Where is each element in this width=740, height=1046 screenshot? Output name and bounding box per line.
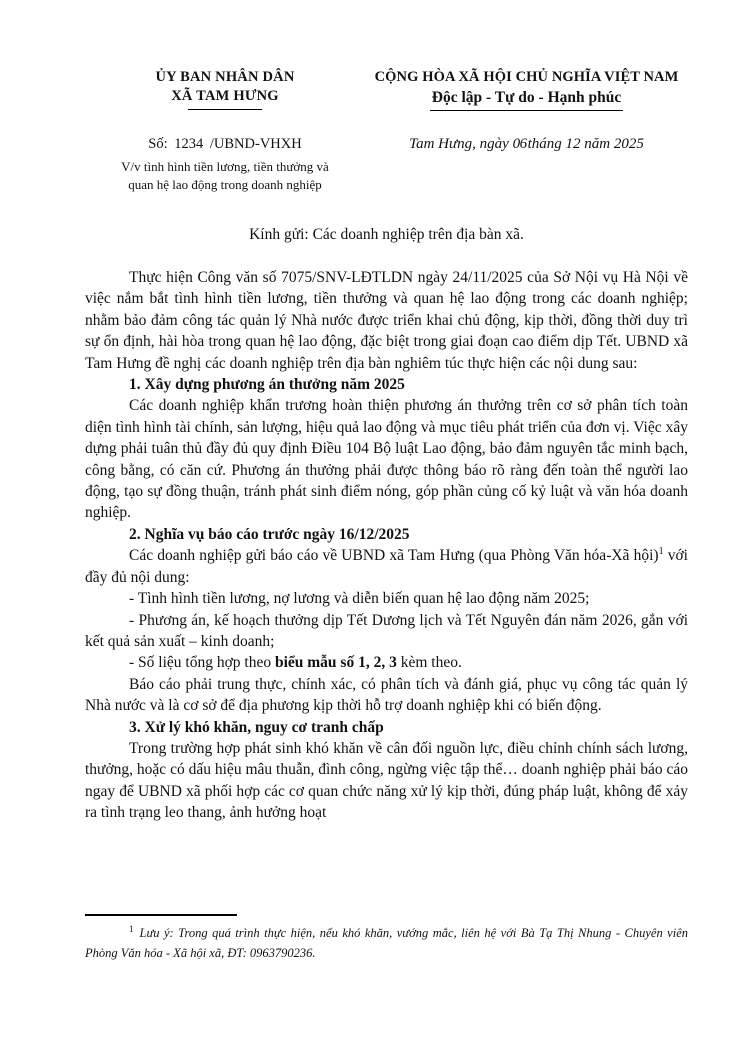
place-date-line bbox=[365, 136, 688, 153]
report-item-2: - Phương án, kế hoạch thưởng dịp Tết Dương lịch và Tết Nguyên đán năm 2026, gắn với kết quả sản xuất – kinh doanh; bbox=[85, 611, 688, 650]
document-number-label: Số: bbox=[148, 136, 168, 152]
salutation-line: Kính gửi: Các doanh nghiệp trên địa bàn xã. bbox=[249, 226, 524, 243]
section-2-heading: 2. Nghĩa vụ báo cáo trước ngày 16/12/2025 bbox=[129, 525, 410, 543]
section-3-heading: 3. Xử lý khó khăn, nguy cơ tranh chấp bbox=[129, 718, 384, 736]
national-title: CỘNG HÒA XÃ HỘI CHỦ NGHĨA VIỆT NAM bbox=[374, 69, 679, 85]
footnote-marker: 1 bbox=[129, 924, 134, 934]
footnote-text bbox=[85, 920, 688, 963]
org-name-underline bbox=[188, 109, 262, 110]
national-motto-wrap bbox=[365, 88, 688, 111]
report-quality-paragraph: Báo cáo phải trung thực, chính xác, có phân tích và đánh giá, phục vụ công tác quản lý Nhà nước và là cơ sở để địa phương kịp thời hỗ trợ doanh nghiệp khi có biến động. bbox=[85, 675, 688, 715]
report-item-3-suffix: kèm theo. bbox=[396, 654, 462, 672]
report-item-1: - Tình hình tiền lương, nợ lương và diễn biến quan hệ lao động năm 2025; bbox=[129, 590, 590, 608]
document-number-code: /UBND-VHXH bbox=[209, 136, 302, 152]
document-body bbox=[85, 267, 688, 824]
section-1-paragraph: Các doanh nghiệp khẩn trương hoàn thiện phương án thưởng trên cơ sở phân tích toàn diện tình hình tài chính, sản lượng, hiệu quả lao động và mục tiêu phát triển của đơn vị. Việc xây dựng phải tuân thủ đầy đủ quy định Điều 104 Bộ luật Lao động, bảo đảm nguyên tắc minh bạch, công bằng, có căn cứ. Phương án thưởng phải được thông báo rõ ràng đến toàn thể người lao động, tạo sự đồng thuận, tránh phát sinh điểm nóng, góp phần củng cố kỷ luật và văn hóa doanh nghiệp. bbox=[85, 397, 688, 522]
issuing-authority-block bbox=[85, 68, 365, 193]
footnote-separator-rule bbox=[85, 914, 237, 916]
section-2-paragraph-text: Các doanh nghiệp gửi báo cáo về UBND xã Tam Hưng (qua Phòng Văn hóa-Xã hội) bbox=[129, 547, 659, 565]
section-2-paragraph-tail: với đầy đủ nội dung: bbox=[85, 547, 688, 586]
report-item-3-prefix: - Số liệu tổng hợp theo bbox=[129, 654, 275, 672]
national-motto: Độc lập - Tự do - Hạnh phúc bbox=[430, 88, 623, 111]
section-2-paragraph bbox=[85, 545, 688, 588]
report-item-3 bbox=[85, 652, 688, 673]
footnote-area bbox=[85, 914, 688, 963]
paragraph-intro: Thực hiện Công văn số 7075/SNV-LĐTLDN ngày 24/11/2025 của Sở Nội vụ Hà Nội về việc nắm bắt tình hình tiền lương, tiền thưởng và quan hệ lao động trong các doanh nghiệp; nhằm bảo đảm công tác quản lý Nhà nước được triển khai chủ động, kịp thời, đồng thời duy trì sự ổn định, hài hòa trong quan hệ lao động, đặc biệt trong giai đoạn cao điểm dịp Tết. UBND xã Tam Hưng đề nghị các doanh nghiệp trên địa bàn nghiêm túc thực hiện các nội dung sau: bbox=[85, 269, 688, 372]
document-header bbox=[85, 68, 688, 193]
date-day-value: 06 bbox=[512, 136, 527, 152]
org-name: XÃ TAM HƯNG bbox=[171, 88, 279, 104]
date-rest: tháng 12 năm 2025 bbox=[527, 136, 644, 152]
section-1-heading: 1. Xây dựng phương án thưởng năm 2025 bbox=[129, 376, 405, 394]
place-date-prefix: Tam Hưng, ngày bbox=[409, 136, 509, 152]
footnote-reference: 1 bbox=[658, 546, 664, 558]
report-item-3-forms: biểu mẫu số 1, 2, 3 bbox=[274, 654, 397, 672]
document-number bbox=[85, 136, 365, 153]
footnote-body: Lưu ý: Trong quá trình thực hiện, nếu khó khăn, vướng mắc, liên hệ với Bà Tạ Thị Nhung - Chuyên viên Phòng Văn hóa - Xã hội xã, ĐT: 0963790236. bbox=[85, 926, 688, 960]
national-header-block bbox=[365, 68, 688, 153]
section-3-paragraph: Trong trường hợp phát sinh khó khăn về cân đối nguồn lực, điều chỉnh chính sách lương, thưởng, hoặc có dấu hiệu mâu thuẫn, đình công, ngừng việc tập thể… doanh nghiệp phải báo cáo ngay để UBND xã phối hợp các cơ quan chức năng xử lý kịp thời, đúng pháp luật, không để xảy ra tình trạng leo thang, ảnh hưởng hoạt bbox=[85, 739, 688, 822]
org-parent-name: ỦY BAN NHÂN DÂN bbox=[155, 69, 295, 85]
document-number-value: 1234 bbox=[174, 136, 204, 152]
document-subject: V/v tình hình tiền lương, tiền thưởng và quan hệ lao động trong doanh nghiệp bbox=[121, 159, 329, 192]
